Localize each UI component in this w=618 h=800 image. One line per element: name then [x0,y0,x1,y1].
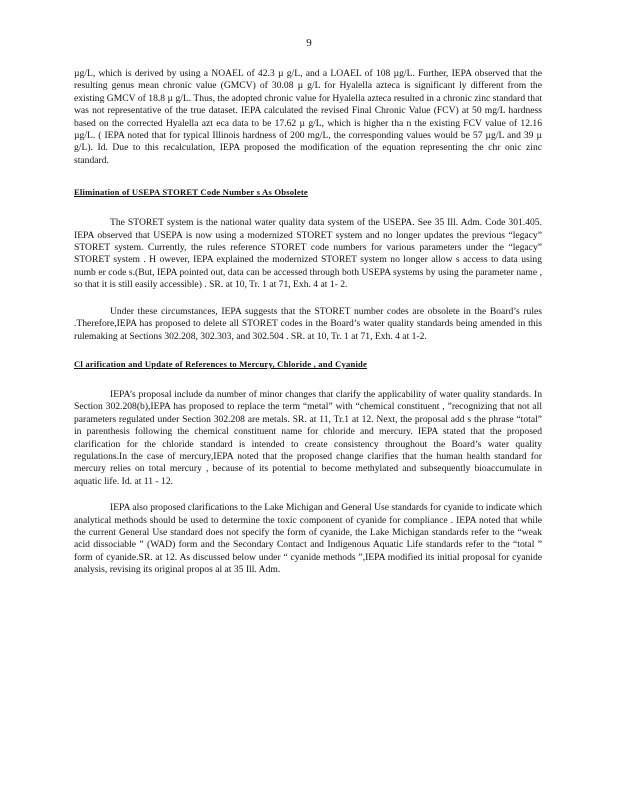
section-heading-clarification: Cl arification and Update of References to Mercury, Chloride , and Cyanide [74,358,368,369]
paragraph-zinc-standard: µg/L, which is derived by using a NOAEL of 42.3 µ g/L, and a LOAEL of 108 µg/L. Further, IEPA observed that the resulting genus mean chronic value (GMCV) of 30.08 µ g/L for Hyalella azteca is significant ly different from the existing GMCV of 18.8 µ g/L. Thus, the adopted chronic value for Hyalella azteca resulted in a chronic zinc standard that was not representative of the true dataset. IEPA calculated the revised Final Chronic Value (FCV) at 50 mg/L hardness based on the corrected Hyalella azt eca data to be 17.62 µ g/L, which is higher tha n the existing FCV value of 12.16 µg/L. ( IEPA noted that for typical Illinois hardness of 200 mg/L, the corresponding values would be 57 µg/L and 39 µ g/L). Id. Due to this recalculation, IEPA proposed the modification of the equation representing the chr onic zinc standard. [74,68,542,166]
paragraph-cyanide: IEPA also proposed clarifications to the Lake Michigan and General Use standards for cyanide to indicate which analytical methods should be used to determine the toxic component of cyanide for compliance . IEPA noted that while the current General Use standard does not specify the form of cyanide, the Lake Michigan standards refer to the “weak acid dissociable ” (WAD) form and the Secondary Contact and Indigenous Aquatic Life standards refer to the “total ” form of cyanide.SR. at 12. As discussed below under “ cyanide methods ”,IEPA modified its initial proposal for cyanide analysis, revising its original propos al at 35 Ill. Adm. [74,502,542,576]
paragraph-storet-deletion: Under these circumstances, IEPA suggests that the STORET number codes are obsolete in the Board’s rules .Therefore,IEPA has proposed to delete all STORET codes in the Board’s water quality standards being amended in this rulemaking at Sections 302.208, 302.303, and 302.504 . SR. at 10, Tr. 1 at 71, Exh. 4 at 1-2. [74,305,542,342]
section-heading-storet: Elimination of USEPA STORET Code Number s As Obsolete [74,187,308,198]
paragraph-minor-changes: IEPA’s proposal include da number of minor changes that clarify the applicability of water quality standards. In Section 302.208(b),IEPA has proposed to replace the term “metal” with “chemical constituent , ”recognizing that not all parameters regulated under Section 302.208 are metals. SR. at 11, Tr.1 at 12. Next, the proposal add s the phrase “total” in parenthesis following the chemical constituent name for chloride and mercury. IEPA stated that the proposed clarification for the chloride standard is intended to create consistency throughout the Board’s water quality regulations.In the case of mercury,IEPA noted that the proposed change clarifies that the human health standard for mercury relies on total mercury , because of its potential to become methylated and subsequently bioaccumulate in aquatic life. Id. at 11 - 12. [74,388,542,487]
page-body [74,68,542,577]
paragraph-storet-system: The STORET system is the national water quality data system of the USEPA. See 35 Ill. Adm. Code 301.405. IEPA observed that USEPA is now using a modernized STORET system and no longer updates the previous “legacy” STORET system. Currently, the rules reference STORET code numbers for various parameters under the “legacy” STORET system . H owever, IEPA explained the modernized STORET system no longer allow s access to data using numb er code s.(But, IEPA pointed out, data can be accessed through both USEPA systems by using the parameter name , so that it is still easily accessible) . SR. at 10, Tr. 1 at 71, Exh. 4 at 1- 2. [74,217,542,291]
page-number: 9 [306,37,312,49]
